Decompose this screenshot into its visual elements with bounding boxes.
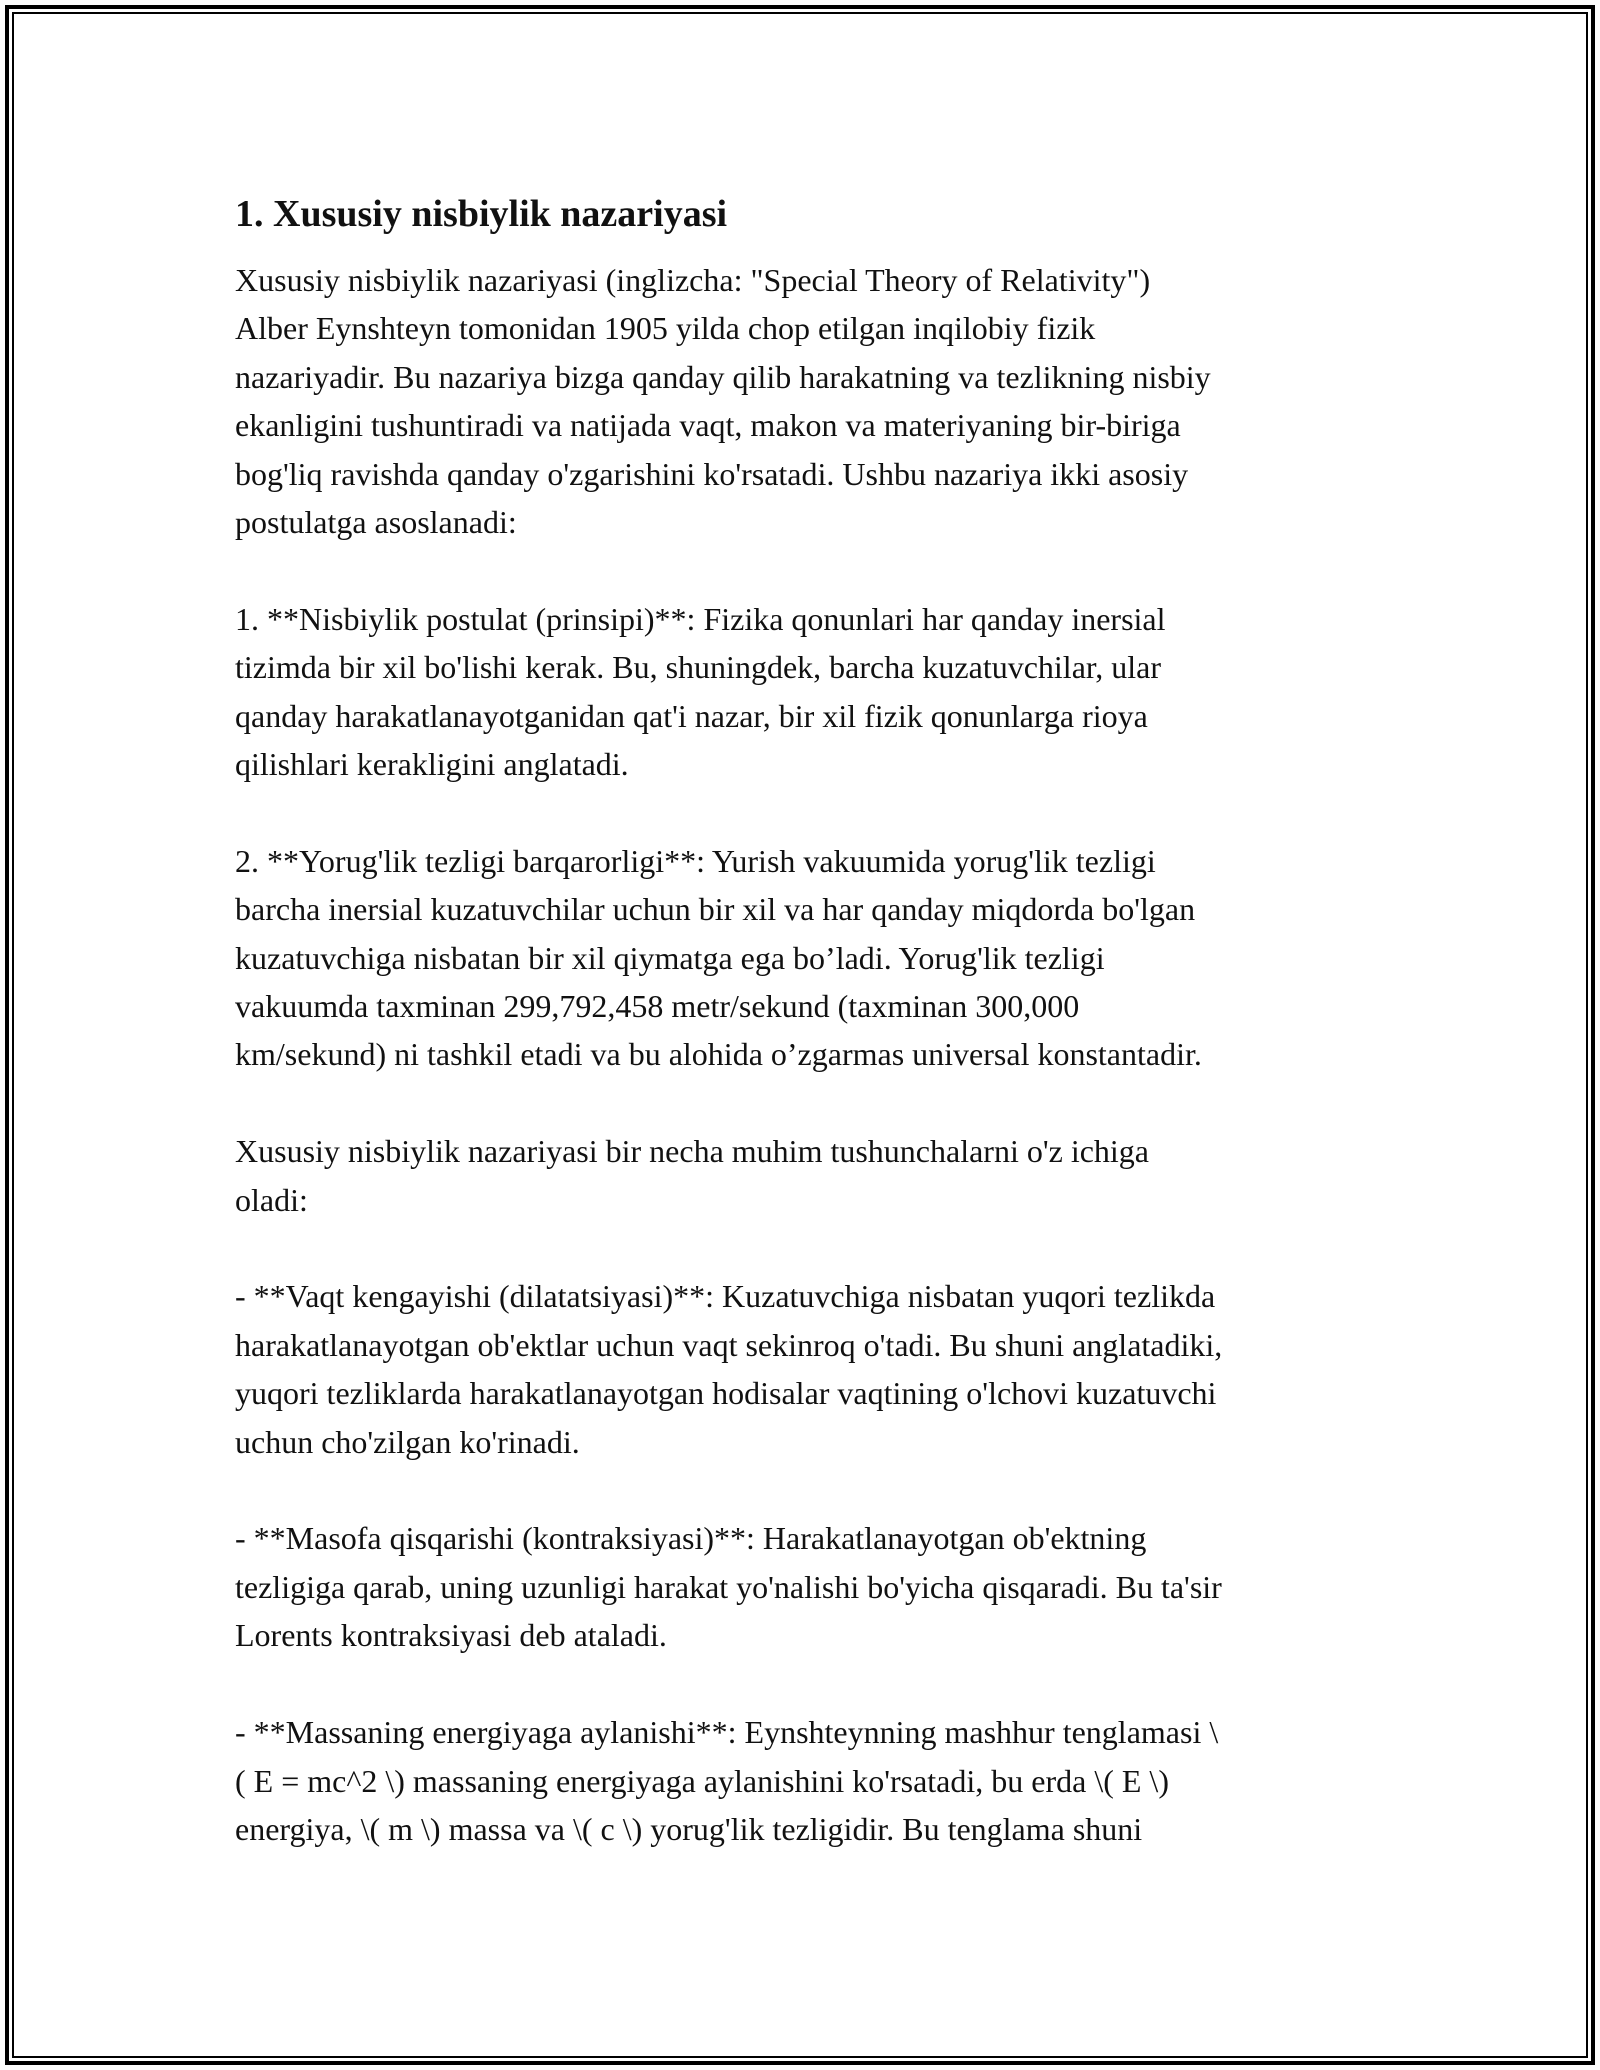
document-title: 1. Xususiy nisbiylik nazariyasi [235,193,728,235]
time-dilation-paragraph: - **Vaqt kengayishi (dilatatsiyasi)**: Kuzatuvchiga nisbatan yuqori tezlikda harakatlanayotgan ob'ektlar uchun vaqt sekinroq o'tadi. Bu shuni anglatadiki, yuqori tezliklarda harakatlanayotgan hodisalar vaqtining o'lchovi kuzatuvchi uchun cho'zilgan ko'rinadi. [235,1278,1223,1460]
postulate-1-paragraph: 1. **Nisbiylik postulat (prinsipi)**: Fizika qonunlari har qanday inersial tizimda bir xil bo'lishi kerak. Bu, shuningdek, barcha kuzatuvchilar, ular qanday harakatlanayotganidan qat'i nazar, bir xil fizik qonunlarga rioya qilishlari kerakligini anglatadi. [235,600,1166,783]
length-contraction-paragraph: - **Masofa qisqarishi (kontraksiyasi)**: Harakatlanayotgan ob'ektning tezligiga qarab, uning uzunligi harakat yo'nalishi bo'yicha qisqaradi. Bu ta'sir Lorents kontraksiyasi deb ataladi. [235,1520,1222,1654]
mass-energy-paragraph: - **Massaning energiyaga aylanishi**: Eynshteynning mashhur tenglamasi \ ( E = mc^2 \) massaning energiyaga aylanishini ko'rsatadi, bu erda \( E \) energiya, \( m \) massa va \( c \) yorug'lik tezligidir. Bu tenglama shuni [235,1714,1219,1847]
concepts-intro-paragraph: Xususiy nisbiylik nazariyasi bir necha muhim tushunchalarni o'z ichiga oladi: [235,1133,1149,1218]
document-body [235,186,1370,1902]
intro-paragraph: Xususiy nisbiylik nazariyasi (inglizcha: "Special Theory of Relativity") Alber Eynshteyn tomonidan 1905 yilda chop etilgan inqilobiy fizik nazariyadir. Bu nazariya bizga qanday qilib harakatning va tezlikning nisbiy ekanligini tushuntiradi va natijada vaqt, makon va materiyaning bir-biriga bog'liq ravishda qanday o'zgarishini ko'rsatadi. Ushbu nazariya ikki asosiy postulatga asoslanadi: [235,262,1211,541]
postulate-2-paragraph: 2. **Yorug'lik tezligi barqarorligi**: Yurish vakuumida yorug'lik tezligi barcha inersial kuzatuvchilar uchun bir xil va har qanday miqdorda bo'lgan kuzatuvchiga nisbatan bir xil qiymatga ega bo’ladi. Yorug'lik tezligi vakuumda taxminan 299,792,458 metr/sekund (taxminan 300,000 km/sekund) ni tashkil etadi va bu alohida o’zgarmas universal konstantadir. [235,842,1202,1073]
